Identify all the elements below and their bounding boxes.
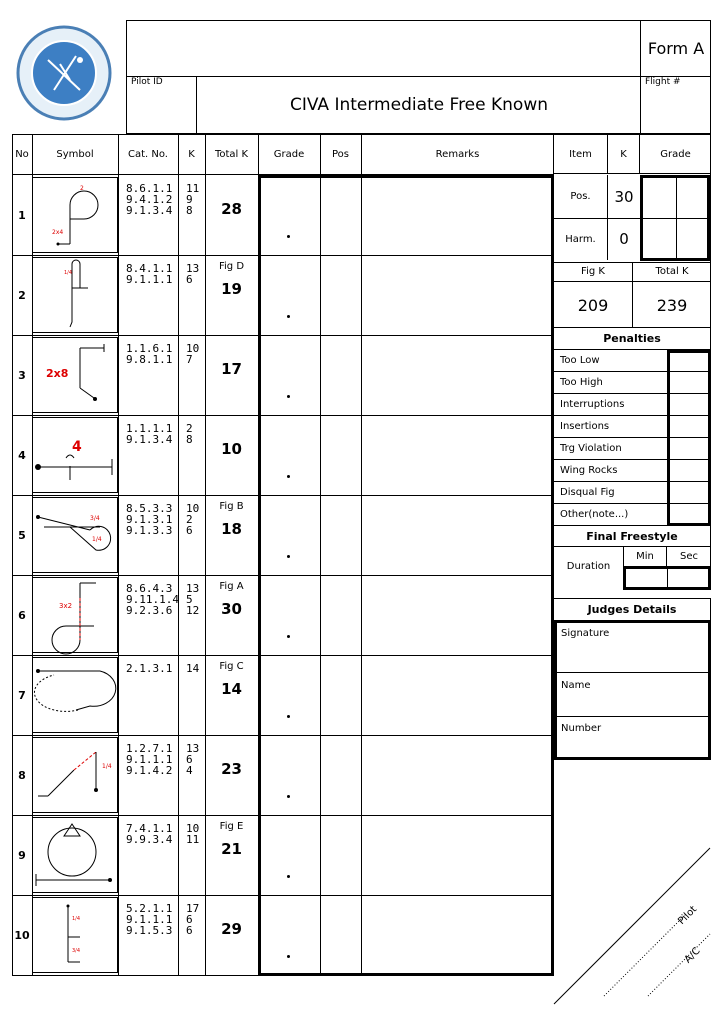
penalties-title: Penalties (554, 328, 711, 350)
total-k: 30 (221, 600, 242, 618)
svg-text:4: 4 (72, 439, 82, 455)
total-k: 14 (221, 680, 242, 698)
form-title: CIVA Intermediate Free Known (289, 95, 549, 115)
figure-number: 5 (18, 528, 26, 542)
k-values: 13 5 12 (186, 582, 200, 617)
total-k-value: 239 (632, 282, 711, 328)
total-k: 23 (221, 760, 242, 778)
min-label: Min (623, 546, 667, 566)
side-item-header: Item (569, 148, 592, 160)
figure-letter: Fig E (219, 821, 244, 832)
name-label: Name (561, 680, 591, 691)
cat-numbers: 1.1.6.1 9.8.1.1 (126, 342, 173, 366)
k-values: 2 8 (186, 422, 193, 446)
total-k: 17 (221, 360, 242, 378)
cat-numbers: 8.6.1.1 9.4.1.2 9.1.3.4 (126, 182, 173, 217)
k-values: 10 7 (186, 342, 200, 366)
figure-number: 2 (18, 288, 26, 302)
svg-text:3/4: 3/4 (72, 948, 81, 954)
svg-text:2x4: 2x4 (52, 229, 64, 236)
cat-numbers: 2.1.3.1 (126, 662, 173, 675)
k-values: 14 (186, 662, 200, 675)
cat-numbers: 8.4.1.1 9.1.1.1 (126, 262, 173, 286)
penalty-label: Too Low (560, 355, 600, 366)
col-cat-header: Cat. No. (128, 148, 168, 160)
pos-label: Pos. (570, 191, 591, 202)
total-k: 10 (221, 440, 242, 458)
figure-letter: Fig B (219, 501, 244, 512)
penalty-label: Interruptions (560, 399, 625, 410)
pilot-label: Pilot (676, 904, 700, 927)
duration-label: Duration (566, 560, 611, 572)
svg-text:1/4: 1/4 (72, 916, 81, 922)
svg-text:3x2: 3x2 (59, 602, 73, 610)
penalty-label: Insertions (560, 421, 610, 432)
flight-label: Flight # (645, 77, 681, 87)
col-pos-header: Pos (331, 148, 349, 160)
figure-letter: Fig C (219, 661, 244, 672)
figure-number: 7 (18, 688, 26, 702)
k-values: 11 9 8 (186, 182, 200, 217)
cat-numbers: 8.6.4.3 9.11.1.4 9.2.3.6 (126, 582, 179, 617)
side-grade-header: Grade (660, 148, 691, 160)
col-remarks-header: Remarks (435, 148, 480, 160)
fig-k-label: Fig K (554, 262, 632, 282)
col-grade-header: Grade (273, 148, 305, 160)
figure-number: 10 (14, 928, 30, 942)
figure-number: 3 (18, 368, 26, 382)
col-k-header: K (188, 148, 195, 160)
penalty-label: Disqual Fig (560, 487, 615, 498)
cat-numbers: 8.5.3.3 9.1.3.1 9.1.3.3 (126, 502, 173, 537)
k-values: 13 6 4 (186, 742, 200, 777)
judges-title: Judges Details (554, 598, 711, 620)
figure-letter: Fig D (218, 261, 245, 272)
figure-number: 4 (18, 448, 26, 462)
total-k: 19 (221, 280, 242, 298)
svg-text:2: 2 (80, 185, 84, 192)
total-k-label: Total K (632, 262, 711, 282)
penalty-label: Other(note...) (560, 509, 629, 520)
svg-text:1/4: 1/4 (92, 536, 102, 543)
figure-number: 8 (18, 768, 26, 782)
total-k: 21 (221, 840, 242, 858)
k-values: 13 6 (186, 262, 200, 286)
cat-numbers: 5.2.1.1 9.1.1.1 9.1.5.3 (126, 902, 173, 937)
svg-text:1/4: 1/4 (102, 763, 112, 770)
side-k-header: K (607, 134, 640, 174)
total-k: 28 (221, 200, 242, 218)
col-totalk-header: Total K (214, 148, 249, 160)
total-k: 29 (221, 920, 242, 938)
final-freestyle-title: Final Freestyle (554, 526, 711, 546)
harm-label: Harm. (565, 233, 596, 245)
k-values: 10 2 6 (186, 502, 200, 537)
signature-label: Signature (561, 628, 610, 639)
svg-text:1/4: 1/4 (64, 270, 73, 276)
total-k: 18 (221, 520, 242, 538)
form-type-label: Form A (647, 38, 705, 58)
fig-k-value: 209 (577, 295, 609, 315)
penalty-label: Trg Violation (560, 443, 622, 454)
col-symbol-header: Symbol (56, 148, 94, 160)
pilot-id-label: Pilot ID (131, 77, 163, 87)
figure-number: 1 (18, 208, 26, 222)
penalty-label: Too High (560, 377, 603, 388)
sec-label: Sec (680, 550, 698, 562)
k-values: 10 11 (186, 822, 200, 846)
col-no-header: No (15, 148, 29, 160)
k-values: 17 6 6 (186, 902, 200, 937)
penalty-label: Wing Rocks (560, 465, 618, 476)
figure-letter: Fig A (219, 581, 244, 592)
number-label: Number (561, 723, 602, 734)
cat-numbers: 7.4.1.1 9.9.3.4 (126, 822, 173, 846)
figure-number: 6 (18, 608, 26, 622)
svg-text:2x8: 2x8 (46, 367, 69, 380)
figure-number: 9 (18, 848, 26, 862)
ac-label: A/C (682, 945, 703, 966)
harm-k-value: 0 (607, 218, 640, 260)
pos-k-value: 30 (607, 175, 640, 218)
cat-numbers: 1.2.7.1 9.1.1.1 9.1.4.2 (126, 742, 173, 777)
cat-numbers: 1.1.1.1 9.1.3.4 (126, 422, 173, 446)
svg-text:3/4: 3/4 (90, 515, 100, 522)
